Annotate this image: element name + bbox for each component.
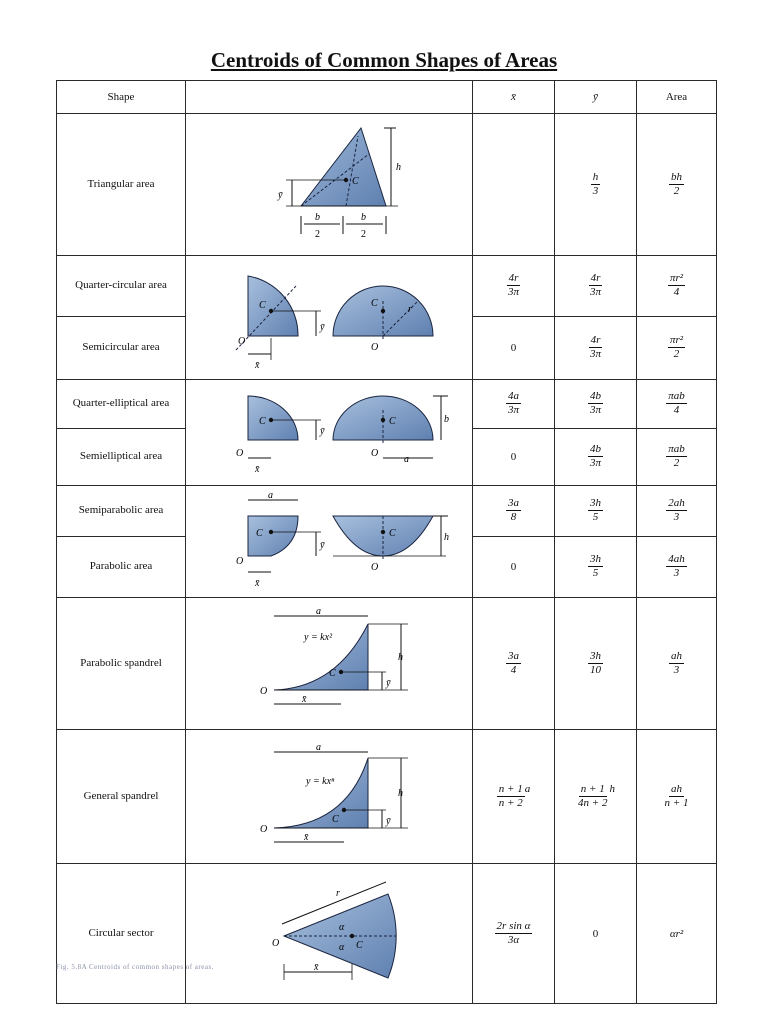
svg-text:h: h: [398, 652, 403, 663]
area-cell: $\frac{ah}{n + 1}$: [637, 730, 717, 864]
triangle-diagram: [186, 114, 473, 250]
svg-text:x̄: x̄: [255, 578, 260, 589]
xbar-cell: 0: [473, 428, 555, 485]
svg-text:C: C: [371, 298, 378, 309]
figure-circular-areas: [186, 256, 473, 380]
table-row: [57, 256, 717, 317]
svg-text:C: C: [329, 668, 336, 679]
area-cell: $\frac{\text{πr²}}{4}$: [637, 256, 717, 317]
quarter-ellipse-shape: [248, 396, 298, 440]
ybar-cell: $\frac{3h}{10}$: [555, 598, 637, 730]
shape-name: Circular sector: [57, 864, 186, 1004]
header-xbar: x̄: [473, 81, 555, 114]
ybar-cell: $\frac{h}{3}$: [555, 114, 637, 256]
figure-circular-sector: [186, 864, 473, 1004]
svg-text:O: O: [371, 342, 379, 353]
ybar-cell: $\frac{4b}{3\pi}$: [555, 428, 637, 485]
svg-text:h: h: [444, 532, 449, 543]
svg-text:b: b: [315, 212, 320, 223]
svg-text:O: O: [272, 938, 280, 949]
area-cell: $\frac{\text{πab}}{4}$: [637, 380, 717, 429]
area-cell: $\frac{ah}{3}$: [637, 598, 717, 730]
table-row: [57, 598, 717, 730]
xbar-cell: $\frac{3a}{8}$: [473, 486, 555, 537]
centroid-table: [56, 80, 717, 1004]
svg-text:x̄: x̄: [302, 694, 307, 705]
svg-text:x̄: x̄: [255, 464, 260, 475]
svg-text:x̄: x̄: [304, 832, 309, 843]
table-row: [57, 864, 717, 1004]
ybar-cell: $\frac{3h}{5}$: [555, 536, 637, 597]
svg-text:r: r: [336, 888, 340, 899]
svg-text:O: O: [236, 556, 244, 567]
svg-text:C: C: [259, 300, 266, 311]
svg-text:O: O: [260, 686, 268, 697]
circular-areas-diagram: [186, 256, 473, 374]
xbar-cell: $\frac{3a}{4}$: [473, 598, 555, 730]
figure-parabolic-areas: [186, 486, 473, 598]
svg-text:h: h: [396, 162, 401, 173]
shape-name: Quarter-elliptical area: [57, 380, 186, 429]
svg-text:b: b: [444, 414, 449, 425]
ybar-cell: $\frac{n + 1}{4n + 2}$ h: [555, 730, 637, 864]
triangle-shape: [301, 128, 386, 206]
area-cell: $\frac{bh}{2}$: [637, 114, 717, 256]
svg-text:α: α: [339, 942, 345, 953]
svg-text:ȳ: ȳ: [278, 190, 283, 201]
shape-name: Quarter-circular area: [57, 256, 186, 317]
svg-text:2: 2: [315, 229, 320, 240]
general-spandrel-shape: [274, 758, 368, 828]
svg-text:a: a: [268, 490, 273, 501]
svg-text:x̄: x̄: [314, 962, 319, 973]
svg-text:ȳ: ȳ: [320, 540, 325, 551]
svg-text:C: C: [389, 416, 396, 427]
quarter-circle-shape: [248, 276, 298, 336]
ybar-cell: $\frac{4b}{3\pi}$: [555, 380, 637, 429]
shape-name: Semiparabolic area: [57, 486, 186, 537]
svg-text:a: a: [316, 606, 321, 617]
area-cell: $\frac{2ah}{3}$: [637, 486, 717, 537]
svg-text:ȳ: ȳ: [386, 678, 391, 689]
svg-text:ȳ: ȳ: [320, 426, 325, 437]
parabolic-spandrel-diagram: [186, 598, 473, 724]
svg-text:C: C: [256, 528, 263, 539]
svg-text:C: C: [356, 940, 363, 951]
svg-text:y = kxⁿ: y = kxⁿ: [306, 776, 335, 787]
header-area: Area: [637, 81, 717, 114]
general-spandrel-diagram: [186, 730, 473, 858]
header-figure: [186, 81, 473, 114]
svg-text:C: C: [332, 814, 339, 825]
svg-text:O: O: [371, 562, 379, 573]
table-row: [57, 730, 717, 864]
header-shape: Shape: [57, 81, 186, 114]
figure-elliptical-areas: [186, 380, 473, 486]
svg-text:a: a: [404, 454, 409, 465]
xbar-cell: $\frac{4r}{3\pi}$: [473, 256, 555, 317]
figure-general-spandrel: [186, 730, 473, 864]
page-title: Centroids of Common Shapes of Areas: [210, 48, 558, 72]
figure-caption: Fig. 5.8A Centroids of common shapes of areas.: [56, 963, 214, 971]
figure-parabolic-spandrel: [186, 598, 473, 730]
ybar-cell: $\frac{4r}{3\pi}$: [555, 316, 637, 379]
svg-text:C: C: [259, 416, 266, 427]
shape-name: Parabolic spandrel: [57, 598, 186, 730]
header-ybar: ȳ: [555, 81, 637, 114]
xbar-cell: [473, 114, 555, 256]
svg-text:O: O: [236, 448, 244, 459]
svg-text:α: α: [339, 922, 345, 933]
table-row: [57, 380, 717, 429]
svg-text:O: O: [260, 824, 268, 835]
table-header-row: [57, 81, 717, 114]
svg-text:O: O: [371, 448, 379, 459]
xbar-cell: 0: [473, 316, 555, 379]
area-cell: $\frac{\text{πr²}}{2}$: [637, 316, 717, 379]
figure-triangular-area: [186, 114, 473, 256]
shape-name: Semicircular area: [57, 316, 186, 379]
shape-name: Parabolic area: [57, 536, 186, 597]
svg-text:y = kx²: y = kx²: [304, 632, 333, 643]
svg-text:x̄: x̄: [255, 360, 260, 371]
xbar-cell: $\frac{4a}{3\pi}$: [473, 380, 555, 429]
ybar-cell: $\frac{4r}{3\pi}$: [555, 256, 637, 317]
area-cell: αr²: [637, 864, 717, 1004]
svg-text:ȳ: ȳ: [320, 322, 325, 333]
area-cell: $\frac{4ah}{3}$: [637, 536, 717, 597]
ybar-cell: 0: [555, 864, 637, 1004]
shape-name: Semielliptical area: [57, 428, 186, 485]
elliptical-areas-diagram: [186, 380, 473, 480]
svg-text:a: a: [316, 742, 321, 753]
svg-text:r: r: [408, 304, 412, 315]
svg-text:h: h: [398, 788, 403, 799]
svg-text:ȳ: ȳ: [386, 816, 391, 827]
ybar-cell: $\frac{3h}{5}$: [555, 486, 637, 537]
shape-name: Triangular area: [57, 114, 186, 256]
svg-text:b: b: [361, 212, 366, 223]
xbar-cell: 0: [473, 536, 555, 597]
svg-text:O: O: [238, 336, 246, 347]
circular-sector-diagram: [186, 864, 473, 998]
table-row: [57, 486, 717, 537]
svg-text:C: C: [389, 528, 396, 539]
xbar-cell: $\frac{\text{2r sin α}}{3\alpha}$: [473, 864, 555, 1004]
xbar-cell: $\frac{n + 1}{n + 2}$ a: [473, 730, 555, 864]
svg-text:C: C: [352, 176, 359, 187]
shape-name: General spandrel: [57, 730, 186, 864]
area-cell: $\frac{\text{πab}}{2}$: [637, 428, 717, 485]
table-row: [57, 114, 717, 256]
svg-text:2: 2: [361, 229, 366, 240]
parabolic-areas-diagram: [186, 486, 473, 592]
